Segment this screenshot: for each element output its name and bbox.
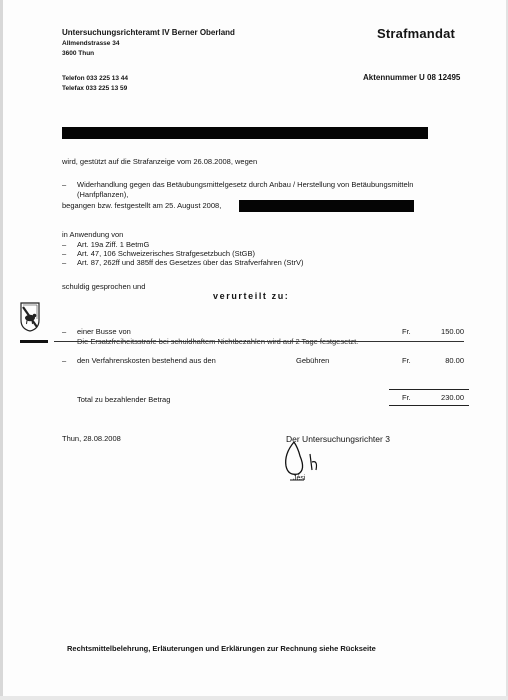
applying-text: in Anwendung von — [62, 230, 124, 239]
law-item: Art. 19a Ziff. 1 BetmG — [77, 240, 150, 249]
signer-title: Der Untersuchungsrichter 3 — [286, 434, 390, 444]
file-number: Aktennummer U 08 12495 — [363, 73, 461, 82]
fine-currency: Fr. — [402, 327, 411, 336]
total-amount: 230.00 — [441, 393, 464, 402]
list-dash: – — [62, 356, 67, 365]
list-dash: – — [62, 180, 67, 189]
fees-label: Gebühren — [296, 356, 330, 365]
fine-amount: 150.00 — [441, 327, 464, 336]
footer-note: Rechtsmittelbelehrung, Erläuterungen und Erklärungen zur Rechnung siehe Rückseite — [67, 644, 376, 653]
signer-initials: Jési — [293, 475, 306, 482]
offence-date-text: begangen bzw. festgestellt am 25. August 2008, — [62, 201, 222, 210]
place-date: Thun, 28.08.2008 — [62, 434, 121, 443]
alternative-custody-text: Die Ersatzfreiheitsstrafe bei schuldhaftem Nichtbezahlen wird auf 2 Tage festgesetzt. — [77, 337, 359, 346]
total-label: Total zu bezahlender Betrag — [77, 395, 171, 404]
charge-line-2: (Hanfpflanzen), — [77, 190, 129, 199]
guilty-text: schuldig gesprochen und — [62, 282, 146, 291]
law-item: Art. 47, 106 Schweizerisches Strafgesetzbuch (StGB) — [77, 249, 255, 258]
costs-amount: 80.00 — [445, 356, 464, 365]
total-currency: Fr. — [402, 393, 411, 402]
fine-label: einer Busse von — [77, 327, 131, 336]
scan-edge-left — [0, 0, 3, 700]
fax-number: Telefax 033 225 13 59 — [62, 85, 128, 92]
list-dash: – — [62, 258, 67, 267]
authority-street: Allmendstrasse 34 — [62, 40, 120, 47]
list-dash: – — [62, 249, 67, 258]
list-dash: – — [62, 240, 67, 249]
phone-number: Telefon 033 225 13 44 — [62, 75, 129, 82]
bern-crest-icon — [19, 302, 41, 332]
document-title: Strafmandat — [377, 26, 456, 41]
redaction-bar-location — [239, 200, 414, 212]
authority-name: Untersuchungsrichteramt IV Berner Oberland — [62, 28, 235, 37]
costs-currency: Fr. — [402, 356, 411, 365]
verdict-heading: verurteilt zu: — [213, 291, 290, 301]
charge-line-1: Widerhandlung gegen das Betäubungsmittelgesetz durch Anbau / Herstellung von Betäubungsmitteln — [77, 180, 414, 189]
intro-text: wird, gestützt auf die Strafanzeige vom 26.08.2008, wegen — [62, 157, 258, 166]
costs-label: den Verfahrenskosten bestehend aus den — [77, 356, 216, 365]
redaction-bar-name — [62, 127, 428, 139]
margin-mark — [20, 340, 48, 343]
authority-city: 3600 Thun — [62, 50, 95, 57]
list-dash: – — [62, 327, 67, 336]
law-item: Art. 87, 262ff und 385ff des Gesetzes über das Strafverfahren (StrV) — [77, 258, 304, 267]
scan-edge-bottom — [0, 696, 508, 700]
